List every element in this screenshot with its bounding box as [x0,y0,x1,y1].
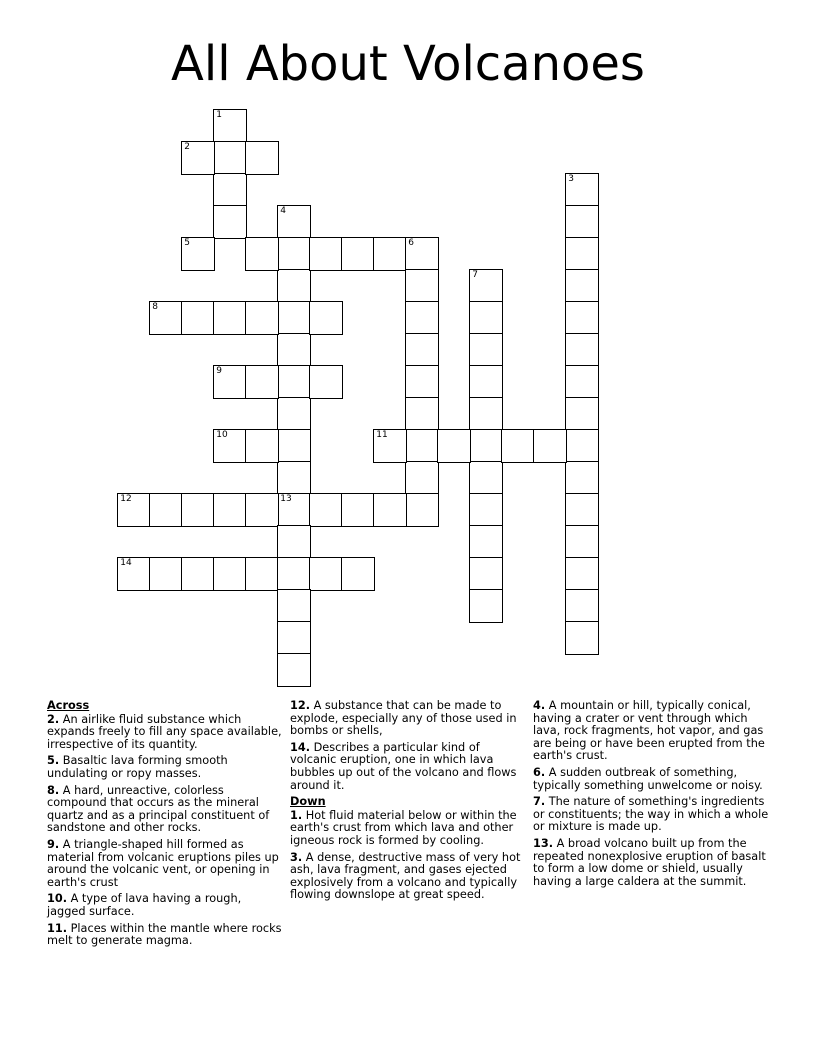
grid-cell[interactable] [405,493,439,527]
across-heading: Across [47,699,90,712]
grid-cell[interactable] [565,333,599,367]
grid-cell[interactable] [405,461,439,495]
grid-cell[interactable] [277,461,311,495]
clue-number: 6 [408,238,414,249]
grid-cell[interactable] [277,589,311,623]
grid-cell[interactable] [245,301,279,335]
clue-across-9: 9. A triangle-shaped hill formed as material from volcanic eruptions piles up around the volcanic vent, or opening in earth's crust [47,837,279,889]
grid-cell[interactable] [277,333,311,367]
grid-cell[interactable] [405,237,439,271]
grid-cell[interactable] [309,237,343,271]
grid-cell[interactable] [117,493,151,527]
grid-cell[interactable] [565,397,599,431]
grid-cell[interactable] [533,429,567,463]
grid-cell[interactable] [565,621,599,655]
grid-cell[interactable] [469,557,503,591]
clue-across-14: 14. Describes a particular kind of volcanic eruption, one in which lava bubbles up out of the volcano and flows around it. [290,740,517,792]
grid-cell[interactable] [405,269,439,303]
grid-cell[interactable] [213,557,247,591]
grid-cell[interactable] [469,397,503,431]
grid-cell[interactable] [213,301,247,335]
clue-across-10: 10. A type of lava having a rough, jagged surface. [47,892,242,918]
grid-cell[interactable] [149,557,183,591]
grid-cell[interactable] [309,557,343,591]
grid-cell[interactable] [213,141,247,175]
grid-cell[interactable] [245,237,279,271]
grid-cell[interactable] [469,589,503,623]
grid-cell[interactable] [565,589,599,623]
grid-cell[interactable] [405,333,439,367]
clue-down-4: 4. A mountain or hill, typically conical, having a crater or vent through which lava, rock fragments, hot vapor, and gas are being or have been erupted from the earth's crust. [533,699,765,763]
grid-cell[interactable] [565,173,599,207]
grid-cell[interactable] [469,365,503,399]
clue-number: 1 [216,110,222,121]
grid-cell[interactable] [373,429,407,463]
grid-cell[interactable] [181,141,215,175]
grid-cell[interactable] [181,237,215,271]
grid-cell[interactable] [245,141,279,175]
grid-cell[interactable] [469,429,503,463]
grid-cell[interactable] [117,557,151,591]
grid-cell[interactable] [565,301,599,335]
grid-cell[interactable] [213,205,247,239]
grid-cell[interactable] [565,237,599,271]
grid-cell[interactable] [565,461,599,495]
grid-cell[interactable] [309,493,343,527]
grid-cell[interactable] [213,429,247,463]
grid-cell[interactable] [405,397,439,431]
clue-across-2: 2. An airlike fluid substance which expands freely to fill any space available, irrespective of its quantity. [47,712,282,751]
clue-number: 4 [280,206,286,217]
clue-number: 11 [376,430,388,441]
grid-cell[interactable] [565,557,599,591]
clue-number: 13 [280,494,292,505]
grid-cell[interactable] [341,557,375,591]
clue-down-13: 13. A broad volcano built up from the repeated nonexplosive eruption of basalt to form a low dome or shield, usually having a large caldera at the summit. [533,836,766,888]
grid-cell[interactable] [405,301,439,335]
grid-cell[interactable] [277,269,311,303]
grid-cell[interactable] [277,237,311,271]
grid-cell[interactable] [245,557,279,591]
grid-cell[interactable] [341,237,375,271]
clue-number: 5 [184,238,190,249]
grid-cell[interactable] [437,429,471,463]
clue-down-6: 6. A sudden outbreak of something, typically something unwelcome or noisy. [533,765,763,792]
grid-cell[interactable] [277,301,311,335]
clue-number: 7 [472,270,478,281]
grid-cell[interactable] [405,365,439,399]
clue-down-3: 3. A dense, destructive mass of very hot ash, lava fragment, and gases ejected explosively from a volcano and typically flowing downslope at great speed. [290,850,521,902]
grid-cell[interactable] [245,429,279,463]
grid-cell[interactable] [565,365,599,399]
clue-across-8: 8. A hard, unreactive, colorless compound that occurs as the mineral quartz and as a principal constituent of sandstone and other rocks. [47,783,270,835]
puzzle-title: All About Volcanoes [171,36,645,92]
grid-cell[interactable] [565,269,599,303]
grid-cell[interactable] [181,557,215,591]
clue-number: 2 [184,142,190,153]
grid-cell[interactable] [469,301,503,335]
grid-cell[interactable] [277,653,311,687]
clues-column-1 [47,700,283,952]
grid-cell[interactable] [213,173,247,207]
grid-cell[interactable] [149,301,183,335]
grid-cell[interactable] [149,493,183,527]
grid-cell[interactable] [181,493,215,527]
down-heading: Down [290,795,326,809]
clues-column-2 [290,700,526,906]
clue-number: 14 [120,558,132,569]
grid-cell[interactable] [501,429,535,463]
clue-down-7: 7. The nature of something's ingredients or constituents; the way in which a whole or mixture is made up. [533,795,769,834]
grid-cell[interactable] [245,365,279,399]
clue-number: 10 [216,430,228,441]
grid-cell[interactable] [181,301,215,335]
clue-across-5: 5. Basaltic lava forming smooth undulating or ropy masses. [47,754,228,780]
grid-cell[interactable] [277,493,311,527]
grid-cell[interactable] [277,525,311,559]
grid-cell[interactable] [469,525,503,559]
grid-cell[interactable] [277,365,311,399]
clues-column-3 [533,700,769,892]
grid-cell[interactable] [469,333,503,367]
grid-cell[interactable] [277,557,311,591]
grid-cell[interactable] [565,205,599,239]
clue-down-1: 1. Hot fluid material below or within the earth's crust from which lava and other igneous rock is formed by cooling. [290,808,517,847]
grid-cell[interactable] [405,429,439,463]
grid-cell[interactable] [277,429,311,463]
grid-cell[interactable] [277,205,311,239]
clue-number: 12 [120,494,132,505]
clue-number: 8 [152,302,158,313]
grid-cell[interactable] [373,237,407,271]
clue-number: 3 [568,174,574,185]
clue-number: 9 [216,366,222,377]
grid-cell[interactable] [213,365,247,399]
grid-cell[interactable] [309,365,343,399]
grid-cell[interactable] [469,461,503,495]
grid-cell[interactable] [213,493,247,527]
grid-cell[interactable] [373,493,407,527]
grid-cell[interactable] [565,493,599,527]
grid-cell[interactable] [309,301,343,335]
grid-cell[interactable] [277,621,311,655]
clue-across-12: 12. A substance that can be made to explode, especially any of those used in bombs or shells, [290,699,517,738]
grid-cell[interactable] [565,525,599,559]
grid-cell[interactable] [469,493,503,527]
grid-cell[interactable] [213,109,247,143]
grid-cell[interactable] [341,493,375,527]
clue-across-11: 11. Places within the mantle where rocks melt to generate magma. [47,921,282,948]
grid-cell[interactable] [565,429,599,463]
grid-cell[interactable] [245,493,279,527]
grid-cell[interactable] [469,269,503,303]
grid-cell[interactable] [277,397,311,431]
